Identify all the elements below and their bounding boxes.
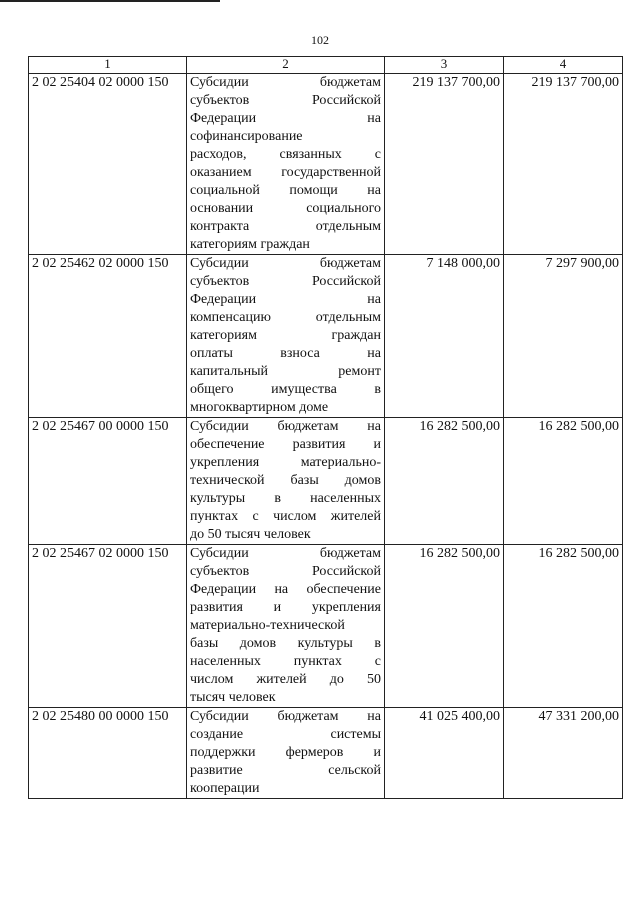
description-line: многоквартирном доме [190,400,329,415]
description-line: субъектов Российской [190,93,381,108]
description-line: общего имущества в [190,382,381,397]
amount-col3-cell: 7 148 000,00 [385,255,504,418]
amount-col3-cell: 41 025 400,00 [385,708,504,799]
description-cell [187,708,385,799]
description-line: категориям граждан [190,328,381,343]
amount-col4-cell: 7 297 900,00 [504,255,623,418]
description-cell [187,74,385,255]
description-line: обеспечение развития и [190,437,381,452]
column-header-3: 3 [385,57,504,74]
description-line: субъектов Российской [190,274,381,289]
table-row [29,74,623,255]
description-line: кооперации [190,781,260,796]
table-header-row [29,57,623,74]
description-line: Субсидии бюджетам [190,256,381,271]
budget-code-cell: 2 02 25467 02 0000 150 [29,545,187,708]
amount-col4-cell: 16 282 500,00 [504,418,623,545]
description-line: поддержки фермеров и [190,745,381,760]
table-row [29,418,623,545]
column-header-4: 4 [504,57,623,74]
budget-code-cell: 2 02 25404 02 0000 150 [29,74,187,255]
description-line: развитие сельской [190,763,381,778]
table-row [29,545,623,708]
description-line: Федерации на [190,111,381,126]
description-line: основании социального [190,201,381,216]
description-line: Федерации на [190,292,381,307]
amount-col4-cell: 47 331 200,00 [504,708,623,799]
description-line: укрепления материально- [190,455,381,470]
description-line: Субсидии бюджетам [190,546,381,561]
table-row [29,708,623,799]
description-line: технической базы домов [190,473,381,488]
description-line: социальной помощи на [190,183,381,198]
table-row [29,255,623,418]
description-line: числом жителей до 50 [190,672,381,687]
description-line: категориям граждан [190,237,310,252]
description-line: Федерации на обеспечение [190,582,381,597]
amount-col3-cell: 219 137 700,00 [385,74,504,255]
description-line: оказанием государственной [190,165,381,180]
budget-code-cell: 2 02 25480 00 0000 150 [29,708,187,799]
amount-col4-cell: 16 282 500,00 [504,545,623,708]
description-line: населенных пунктах с [190,654,381,669]
column-header-1: 1 [29,57,187,74]
budget-table [28,56,623,799]
top-rule [0,0,220,2]
description-line: создание системы [190,727,381,742]
description-line: базы домов культуры в [190,636,381,651]
description-line: Субсидии бюджетам [190,75,381,90]
budget-code-cell: 2 02 25462 02 0000 150 [29,255,187,418]
description-line: пунктах с числом жителей [190,509,381,524]
description-line: субъектов Российской [190,564,381,579]
description-line: капитальный ремонт [190,364,381,379]
amount-col4-cell: 219 137 700,00 [504,74,623,255]
description-line: Субсидии бюджетам на [190,419,381,434]
description-line: материально-технической [190,618,345,633]
amount-col3-cell: 16 282 500,00 [385,418,504,545]
description-line: тысяч человек [190,690,276,705]
description-line: расходов, связанных с [190,147,381,162]
page-number: 102 [311,33,329,47]
description-line: контракта отдельным [190,219,381,234]
amount-col3-cell: 16 282 500,00 [385,545,504,708]
description-cell [187,545,385,708]
column-header-2: 2 [187,57,385,74]
description-line: до 50 тысяч человек [190,527,311,542]
description-line: культуры в населенных [190,491,381,506]
description-line: развития и укрепления [190,600,381,615]
budget-code-cell: 2 02 25467 00 0000 150 [29,418,187,545]
description-line: компенсацию отдельным [190,310,381,325]
description-line: Субсидии бюджетам на [190,709,381,724]
description-line: софинансирование [190,129,303,144]
description-cell [187,418,385,545]
description-cell [187,255,385,418]
description-line: оплаты взноса на [190,346,381,361]
